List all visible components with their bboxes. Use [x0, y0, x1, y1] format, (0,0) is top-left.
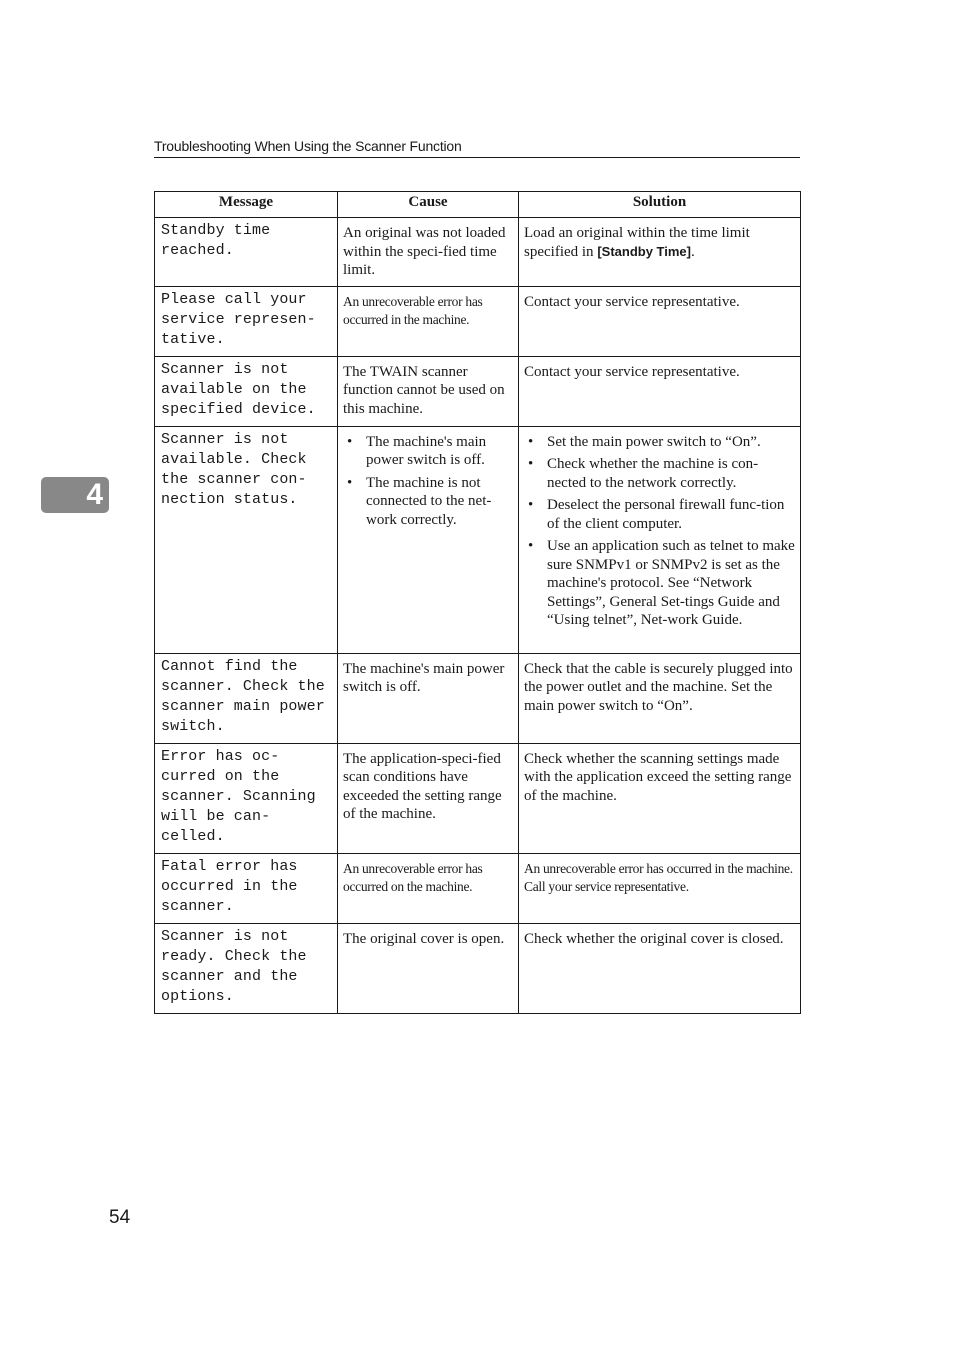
cause-cell	[338, 743, 519, 853]
cause-text: An unrecoverable error has occurred on the machine.	[343, 860, 483, 894]
solution-text: An unrecoverable error has occurred in the machine. Call your service representative.	[524, 860, 793, 894]
message-cell	[155, 286, 338, 356]
message-cell	[155, 426, 338, 653]
cause-text: The original cover is open.	[343, 930, 505, 947]
list-item: • Use an application such as telnet to make sure SNMPv1 or SNMPv2 is set as the machine's protocol. See “Network Settings”, General Set-tings Guide and “Using telnet”, Net-work Guide.	[524, 537, 795, 630]
table-row	[155, 218, 801, 287]
message-text: Scanner is not available on the specified device.	[161, 360, 316, 418]
solution-cell	[519, 426, 801, 653]
table-header-row	[155, 192, 801, 218]
message-text: Fatal error has occurred in the scanner.	[161, 857, 298, 915]
solution-cell	[519, 218, 801, 287]
table-row	[155, 853, 801, 923]
solution-cell	[519, 286, 801, 356]
message-text: Error has oc-curred on the scanner. Scanning will be can-celled.	[161, 747, 316, 845]
table-row	[155, 923, 801, 1013]
message-text: Scanner is not available. Check the scanner con-nection status.	[161, 430, 307, 508]
message-cell	[155, 653, 338, 743]
solution-cell	[519, 853, 801, 923]
column-header-cause: Cause	[338, 192, 519, 218]
list-item: • Check whether the machine is con-nected to the network correctly.	[524, 455, 795, 492]
cause-cell	[338, 356, 519, 426]
table-row	[155, 286, 801, 356]
list-item: • Deselect the personal firewall func-tion of the client computer.	[524, 496, 795, 533]
cause-text: The machine's main power switch is off.	[343, 660, 505, 695]
solution-text: Check that the cable is securely plugged into the power outlet and the machine. Set the main power switch to “On”.	[524, 660, 793, 714]
cause-cell	[338, 218, 519, 287]
troubleshooting-table	[154, 191, 801, 1014]
message-text: Cannot find the scanner. Check the scanner main power switch.	[161, 657, 325, 735]
message-text: Scanner is not ready. Check the scanner and the options.	[161, 927, 307, 1005]
list-item: • The machine's main power switch is off.	[343, 433, 513, 470]
table-row	[155, 653, 801, 743]
cause-text: An unrecoverable error has occurred in the machine.	[343, 293, 483, 327]
cause-text: The TWAIN scanner function cannot be used on this machine.	[343, 363, 505, 417]
solution-text: Contact your service representative.	[524, 293, 740, 310]
solution-cell	[519, 743, 801, 853]
message-cell	[155, 923, 338, 1013]
chapter-tab: 4	[41, 477, 109, 513]
table-row	[155, 426, 801, 653]
message-cell	[155, 743, 338, 853]
solution-bullet-list	[524, 433, 795, 630]
solution-cell	[519, 653, 801, 743]
solution-text-end: .	[690, 243, 695, 260]
solution-text: Check whether the original cover is closed.	[524, 930, 784, 947]
running-header: Troubleshooting When Using the Scanner Function	[154, 138, 800, 158]
solution-text: Load an original within the time limit specified in	[524, 225, 750, 260]
cause-text: An original was not loaded within the speci-fied time limit.	[343, 225, 506, 278]
cause-text: The application-speci-fied scan conditions have exceeded the setting range of the machine.	[343, 750, 502, 822]
cause-cell	[338, 853, 519, 923]
table-row	[155, 743, 801, 853]
cause-cell	[338, 923, 519, 1013]
page-number: 54	[109, 1207, 131, 1228]
cause-cell	[338, 653, 519, 743]
list-item: • The machine is not connected to the net-work correctly.	[343, 474, 513, 530]
standby-time-key-label: [Standby Time]	[597, 243, 691, 259]
solution-text: Check whether the scanning settings made with the application exceed the setting range of the machine.	[524, 750, 792, 804]
solution-text: Contact your service representative.	[524, 363, 740, 380]
message-cell	[155, 218, 338, 287]
list-item: • Set the main power switch to “On”.	[524, 433, 795, 452]
solution-cell	[519, 923, 801, 1013]
table-row	[155, 356, 801, 426]
column-header-message: Message	[155, 192, 338, 218]
message-text: Standby time reached.	[161, 222, 271, 259]
cause-cell	[338, 286, 519, 356]
cause-bullet-list	[343, 433, 513, 530]
message-text: Please call your service represen-tative.	[161, 290, 316, 348]
cause-cell	[338, 426, 519, 653]
solution-cell	[519, 356, 801, 426]
message-cell	[155, 853, 338, 923]
column-header-solution: Solution	[519, 192, 801, 218]
message-cell	[155, 356, 338, 426]
